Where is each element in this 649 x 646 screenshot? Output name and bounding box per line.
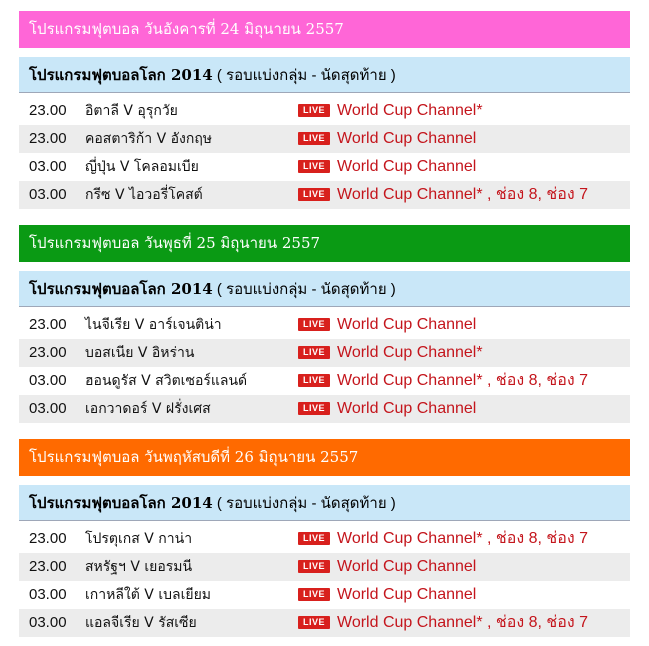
broadcast-channel: World Cup Channel* <box>337 102 483 119</box>
match-teams: ไนจีเรีย V อาร์เจนติน่า <box>85 317 222 333</box>
live-badge-icon: LIVE <box>298 346 330 359</box>
tournament-round: ( รอบแบ่งกลุ่ม - นัดสุดท้าย ) <box>212 281 396 298</box>
match-time: 03.00 <box>29 586 67 603</box>
broadcast-channel: World Cup Channel* <box>337 344 483 361</box>
match-row <box>19 125 630 153</box>
broadcast-channel: World Cup Channel* , ช่อง 8, ช่อง 7 <box>337 614 589 631</box>
match-time: 23.00 <box>29 530 67 547</box>
match-time: 03.00 <box>29 614 67 631</box>
broadcast-channel: World Cup Channel <box>337 558 477 575</box>
day-section-1 <box>19 11 630 209</box>
live-badge-icon: LIVE <box>298 132 330 145</box>
day-header: โปรแกรมฟุตบอล วันพุธที่ 25 มิถุนายน 2557 <box>19 225 630 262</box>
match-row <box>19 97 630 125</box>
live-badge-icon: LIVE <box>298 588 330 601</box>
broadcast-channel: World Cup Channel <box>337 316 477 333</box>
match-teams: ฮอนดูรัส V สวิตเซอร์แลนด์ <box>85 373 248 389</box>
match-time: 23.00 <box>29 316 67 333</box>
match-list <box>19 311 630 423</box>
tournament-subheader <box>19 485 630 521</box>
broadcast-channel: World Cup Channel* , ช่อง 8, ช่อง 7 <box>337 372 589 389</box>
match-time: 23.00 <box>29 558 67 575</box>
day-header: โปรแกรมฟุตบอล วันอังคารที่ 24 มิถุนายน 2557 <box>19 11 630 48</box>
match-row <box>19 395 630 423</box>
match-row <box>19 553 630 581</box>
match-teams: เอกวาดอร์ V ฝรั่งเศส <box>85 401 211 417</box>
live-badge-icon: LIVE <box>298 188 330 201</box>
broadcast-channel: World Cup Channel <box>337 400 477 417</box>
match-row <box>19 311 630 339</box>
broadcast-channel: World Cup Channel* , ช่อง 8, ช่อง 7 <box>337 530 589 547</box>
match-list <box>19 97 630 209</box>
broadcast-channel: World Cup Channel <box>337 130 477 147</box>
match-time: 03.00 <box>29 186 67 203</box>
match-teams: ญี่ปุ่น V โคลอมเบีย <box>85 159 199 175</box>
tournament-subheader <box>19 57 630 93</box>
match-row <box>19 581 630 609</box>
tournament-title: โปรแกรมฟุตบอลโลก 2014 <box>29 280 213 298</box>
match-teams: กรีซ V ไอวอรี่โคสต์ <box>85 187 203 203</box>
live-badge-icon: LIVE <box>298 402 330 415</box>
tournament-subheader <box>19 271 630 307</box>
broadcast-channel: World Cup Channel <box>337 158 477 175</box>
match-teams: โปรตุเกส V กาน่า <box>85 531 193 547</box>
broadcast-channel: World Cup Channel* , ช่อง 8, ช่อง 7 <box>337 186 589 203</box>
day-section-2 <box>19 225 630 423</box>
live-badge-icon: LIVE <box>298 318 330 331</box>
day-header: โปรแกรมฟุตบอล วันพฤหัสบดีที่ 26 มิถุนายน 2557 <box>19 439 630 476</box>
match-teams: สหรัฐฯ V เยอรมนี <box>85 559 193 575</box>
match-row <box>19 367 630 395</box>
match-time: 23.00 <box>29 102 67 119</box>
live-badge-icon: LIVE <box>298 160 330 173</box>
day-section-3 <box>19 439 630 637</box>
match-time: 03.00 <box>29 400 67 417</box>
match-teams: แอลจีเรีย V รัสเซีย <box>85 615 197 631</box>
match-teams: คอสตาริก้า V อังกฤษ <box>85 131 213 147</box>
broadcast-channel: World Cup Channel <box>337 586 477 603</box>
tournament-round: ( รอบแบ่งกลุ่ม - นัดสุดท้าย ) <box>212 67 396 84</box>
live-badge-icon: LIVE <box>298 374 330 387</box>
tournament-title: โปรแกรมฟุตบอลโลก 2014 <box>29 494 213 512</box>
match-teams: เกาหลีใต้ V เบลเยียม <box>85 587 212 603</box>
live-badge-icon: LIVE <box>298 104 330 117</box>
match-time: 03.00 <box>29 158 67 175</box>
live-badge-icon: LIVE <box>298 560 330 573</box>
match-list <box>19 525 630 637</box>
live-badge-icon: LIVE <box>298 616 330 629</box>
tournament-round: ( รอบแบ่งกลุ่ม - นัดสุดท้าย ) <box>212 495 396 512</box>
match-time: 03.00 <box>29 372 67 389</box>
live-badge-icon: LIVE <box>298 532 330 545</box>
match-teams: บอสเนีย V อิหร่าน <box>85 345 195 361</box>
match-row <box>19 339 630 367</box>
match-row <box>19 181 630 209</box>
match-time: 23.00 <box>29 130 67 147</box>
tournament-title: โปรแกรมฟุตบอลโลก 2014 <box>29 66 213 84</box>
match-row <box>19 609 630 637</box>
match-row <box>19 153 630 181</box>
match-time: 23.00 <box>29 344 67 361</box>
match-teams: อิตาลี V อุรุกวัย <box>85 103 178 119</box>
match-row <box>19 525 630 553</box>
